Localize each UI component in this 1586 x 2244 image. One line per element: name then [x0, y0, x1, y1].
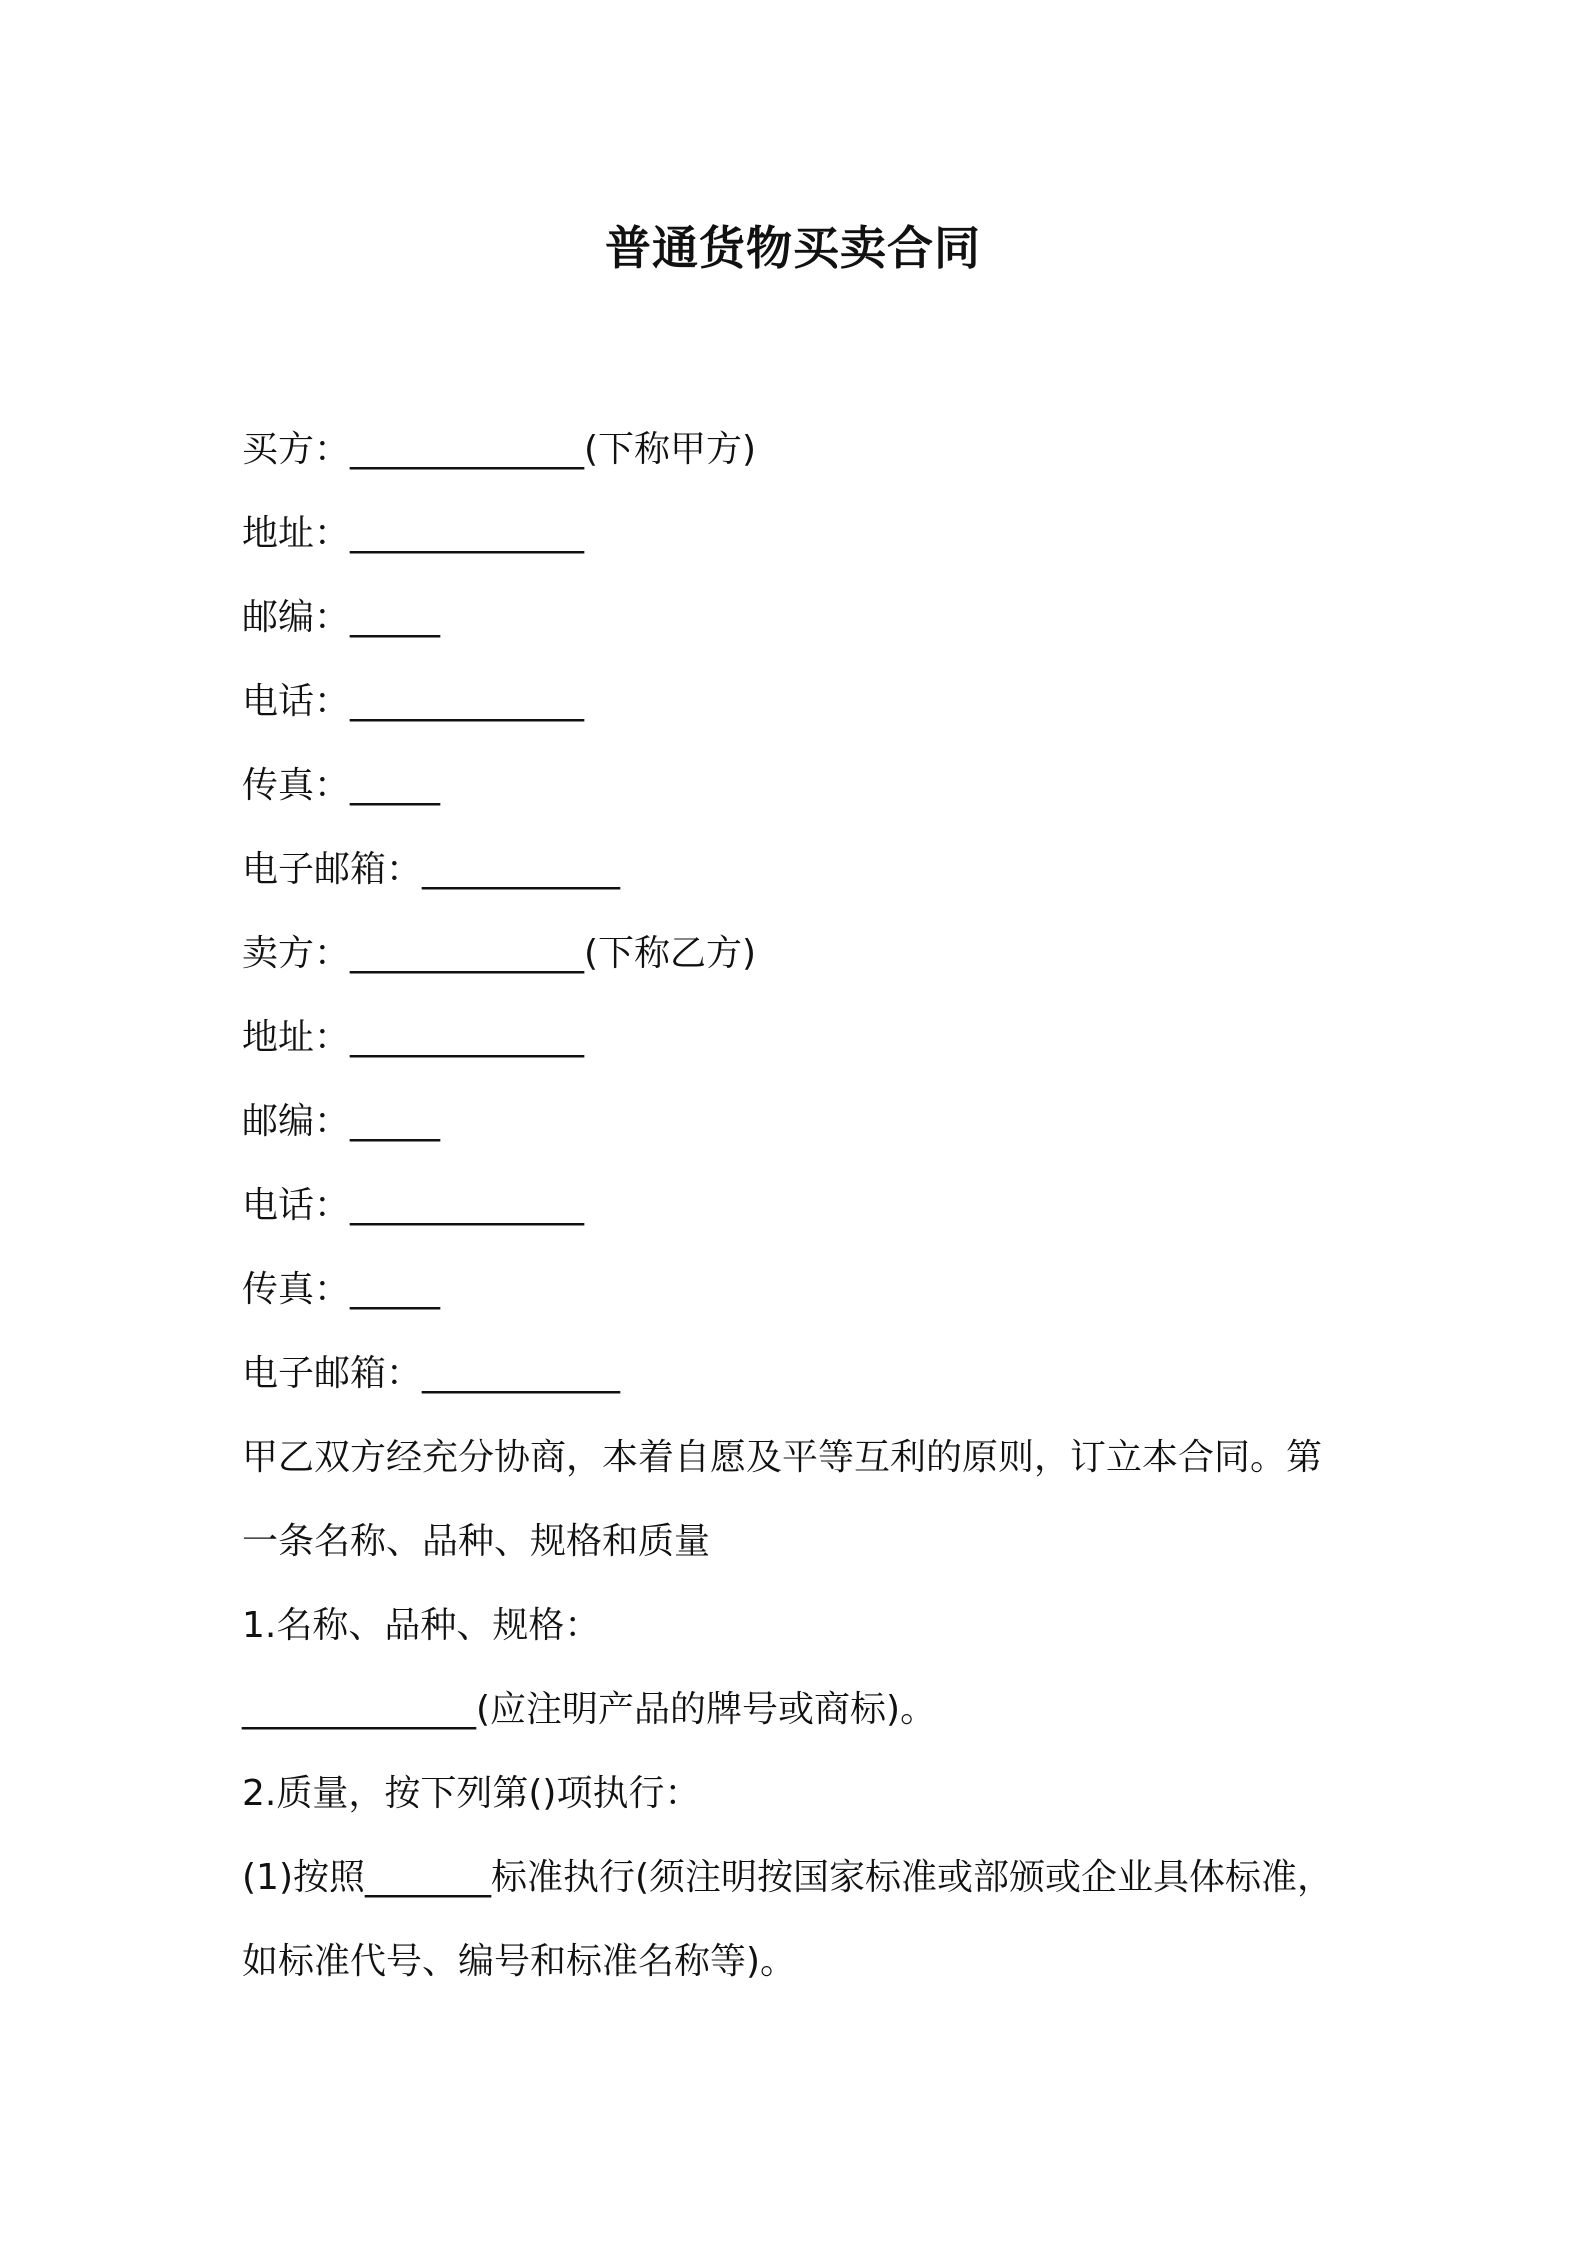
clause-quality-standard-cont: 如标准代号、编号和标准名称等)。: [242, 1941, 797, 1982]
clause-brand-line: _____________(应注明产品的牌号或商标)。: [242, 1689, 937, 1730]
clause-quality-standard: (1)按照_______标准执行(须注明按国家标准或部颁或企业具体标准，: [242, 1857, 1334, 1898]
seller-fax-line: 传真：_____: [242, 1269, 441, 1310]
preamble-line: 甲乙双方经充分协商，本着自愿及平等互利的原则，订立本合同。第: [242, 1437, 1323, 1478]
buyer-address-line: 地址：_____________: [242, 513, 585, 554]
document-title: 普通货物买卖合同: [605, 221, 981, 275]
article-one-heading: 一条名称、品种、规格和质量: [242, 1521, 711, 1562]
clause-quality: 2.质量，按下列第()项执行：: [242, 1773, 701, 1814]
buyer-postcode-line: 邮编：_____: [242, 597, 441, 638]
buyer-email-line: 电子邮箱：___________: [242, 849, 621, 890]
seller-email-line: 电子邮箱：___________: [242, 1353, 621, 1394]
clause-name-variety-spec: 1.名称、品种、规格：: [242, 1605, 601, 1646]
document-body: [242, 408, 1372, 2004]
seller-address-line: 地址：_____________: [242, 1017, 585, 1058]
seller-line: 卖方：_____________(下称乙方): [242, 933, 757, 974]
buyer-fax-line: 传真：_____: [242, 765, 441, 806]
buyer-line: 买方：_____________(下称甲方): [242, 429, 757, 470]
seller-phone-line: 电话：_____________: [242, 1185, 585, 1226]
seller-postcode-line: 邮编：_____: [242, 1101, 441, 1142]
buyer-phone-line: 电话：_____________: [242, 681, 585, 722]
